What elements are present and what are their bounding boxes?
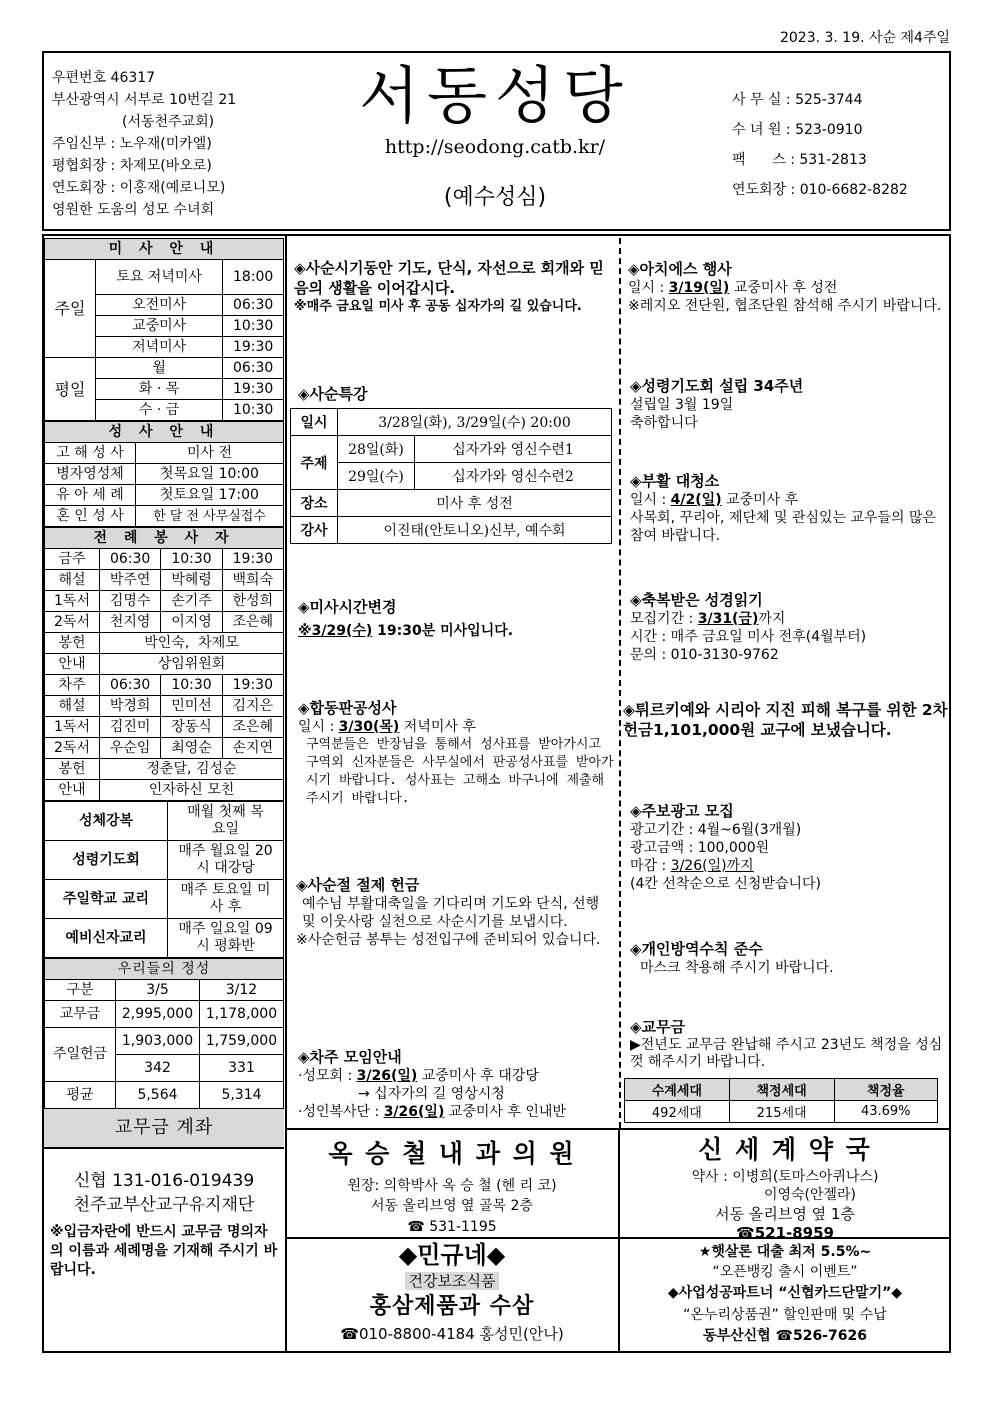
penance-body: 구역분들은 반장님을 통해서 성사표를 받아가시고 구역외 신자분들은 사무실에서 판공성사표를 받아가시기 바랍니다. 성사표는 고해소 바구니에 제출해 주시기 바랍니다. xyxy=(306,737,614,806)
special-title: ◈사순특강 xyxy=(298,385,368,403)
fast-body: 예수님 부활대축일을 기다리며 기도와 단식, 선행 및 이웃사랑 실천으로 사순시기를 보냅시다. xyxy=(302,896,600,930)
special-table: 일시 3/28일(화), 3/29일(수) 20:00 주제 28일(화) 십자가와 영신수련1 29일(수) 십자가와 영신수련2 장소 미사 후 성전 강사 이진태(안토니오)신부, 예수회 xyxy=(290,408,612,544)
ad-line3: 마감 : 3/26(일)까지 xyxy=(630,858,754,874)
anniv-line2: 축하합니다 xyxy=(630,415,698,431)
anniv-title: ◈성령기도회 설립 34주년 xyxy=(630,377,804,395)
clinic-ad: 옥 승 철 내 과 의 원 원장: 의학박사 옥 승 철 (헨 리 코) 서동 올리브영 옆 골목 2층 ☎ 531-1195 xyxy=(328,1139,576,1235)
issue-date: 2023. 3. 19. 사순 제4주일 xyxy=(779,30,950,46)
bible-title: ◈축복받은 성경읽기 xyxy=(630,591,763,609)
account-number: 신협 131-016-019439 xyxy=(73,1171,255,1191)
meetings-table: 성체강복 매월 첫째 목요일 성령기도회 매주 월요일 20시 대강당 주일학교 교리 매주 토요일 미사 후 예비신자교리 매주 일요일 09시 평화반 xyxy=(44,801,284,958)
acies-note: ※레지오 전단원, 협조단원 참석해 주시기 바랍니다. xyxy=(628,298,942,314)
mass-table: 미 사 안 내 주일 토요 저녁미사 18:00 오전미사 06:30 교중미사 10:30 저녁미사 19:30 평일 월 06:30 화 · 목 19:30 수 · 금 10:30 xyxy=(44,238,284,421)
acies-title: ◈아치에스 행사 xyxy=(628,260,732,278)
next-meet-line2: → 십자가의 길 영상시청 xyxy=(358,1086,505,1102)
fast-note: ※사순헌금 봉투는 성전입구에 준비되어 있습니다. xyxy=(296,932,601,948)
ad-title: ◈주보광고 모집 xyxy=(630,802,734,820)
mingune-ad: ◆민규네◆ 건강보조식품 홍삼제품과 수삼 ☎010-8800-4184 홍성민(안나) xyxy=(340,1241,564,1343)
next-meet-line1: ·성모회 : 3/26(일) 교중미사 후 대강당 xyxy=(298,1068,539,1084)
next-meet-title: ◈차주 모임안내 xyxy=(298,1048,402,1066)
bible-line1: 모집기간 : 3/31(금)까지 xyxy=(630,611,786,627)
pharmacy-ad: 신 세 계 약 국 약사 : 이병희(토마스아퀴나스) 이영숙(안젤라) 서동 올리브영 옆 1층 ☎521-8959 xyxy=(691,1135,879,1242)
bible-line2: 시간 : 매주 금요일 미사 전후(4월부터) xyxy=(630,629,867,645)
ad-line2: 광고금액 : 100,000원 xyxy=(630,840,770,856)
offerings-table: 우리들의 정성 구분 3/5 3/12 교무금 2,995,000 1,178,000 주일헌금 1,903,000 1,759,000 342 331 평균 5,564 5,314 xyxy=(44,958,284,1109)
clean-date: 일시 : 4/2(일) 교중미사 후 xyxy=(630,492,799,508)
lent-title: ◈사순시기동안 기도, 단식, 자선으로 회개와 믿음의 생활을 이어갑시다. xyxy=(294,259,604,297)
sacrament-table: 성 사 안 내 고 해 성 사 미사 전 병자영성체 첫목요일 10:00 유 아 세 례 첫토요일 17:00 혼 인 성 사 한 달 전 사무실접수 xyxy=(44,421,284,527)
servers-table: 전 례 봉 사 자 금주 06:30 10:30 19:30 해설 박주연 박혜령 백희숙 1독서 김명수 손기주 한성희 2독서 천지영 이지영 조은혜 봉헌 박인숙, 차제모 안내 상임위원회 차주 06:30 10:30 19:30 해설 박경희 민미선 김지은 1독서 김진미 장동식 조은혜 2독서 우순임 최영순 손지연 봉헌 정춘달, 김성순 안내 인자하신 모친 xyxy=(44,527,284,801)
lent-note: ※매주 금요일 미사 후 공동 십자가의 길 있습니다. xyxy=(294,299,582,314)
dues-title: ◈교무금 xyxy=(630,1018,686,1036)
time-change-title: ◈미사시간변경 xyxy=(298,598,397,616)
dues-body: ▶전년도 교무금 완납해 주시고 23년도 책정을 성심껏 해주시기 바랍니다. xyxy=(630,1037,943,1070)
quake-title: ◈튀르키예와 시리아 지진 피해 복구를 위한 2차 헌금1,101,000원 교구에 보냈습니다. xyxy=(623,701,948,739)
next-meet-line3: ·성인복사단 : 3/26(일) 교중미사 후 인내반 xyxy=(298,1104,566,1120)
clean-title: ◈부활 대청소 xyxy=(630,472,720,490)
parish-info: 우편번호 46317 부산광역시 서부로 10번길 21 (서동천주교회) 주임신부 : 노우재(미카엘) 평협회장 : 차제모(바오로) 연도회장 : 이홍재(예로니모) 영원한 도움의 성모 수녀회 xyxy=(52,70,237,218)
time-change-text: ※3/29(수) 19:30분 미사입니다. xyxy=(298,623,514,639)
bible-line3: 문의 : 010-3130-9762 xyxy=(630,647,779,663)
church-subtitle: (예수성심) xyxy=(443,185,547,210)
church-title: 서동성당 xyxy=(359,59,631,132)
penance-date: 일시 : 3/30(목) 저녁미사 후 xyxy=(298,719,476,735)
ad-line1: 광고기간 : 4월~6월(3개월) xyxy=(630,822,802,838)
account-note: ※입금자란에 반드시 교무금 명의자의 이름과 세례명을 기재해 주시기 바랍니다. xyxy=(50,1224,278,1278)
ad-line4: (4칸 선착순으로 신청받습니다) xyxy=(630,876,822,892)
penance-title: ◈합동판공성사 xyxy=(298,699,397,717)
clean-body: 사목회, 꾸리아, 제단체 및 관심있는 교우들의 많은 참여 바랍니다. xyxy=(630,510,937,544)
church-url[interactable]: http://seodong.catb.kr/ xyxy=(384,136,606,158)
fast-title: ◈사순절 절제 헌금 xyxy=(296,876,420,894)
anniv-line1: 설립일 3월 19일 xyxy=(630,397,734,413)
dues-table: 수계세대 책정세대 책정율 492세대 215세대 43.69% xyxy=(624,1078,938,1123)
credit-union-ad: ★햇살론 대출 최저 5.5%~ “오픈뱅킹 출시 이벤트” ◆사업성공파트너 “신협카드단말기”◆ “온누리상품권” 할인판매 및 수납 동부산신협 ☎526-7626 xyxy=(667,1244,903,1344)
contact-info: 사 무 실 : 525-3744 수 녀 원 : 523-0910 팩 스 : 531-2813 연도회장 : 010-6682-8282 xyxy=(732,92,908,198)
mask-title: ◈개인방역수칙 준수 xyxy=(630,940,763,958)
account-title: 교무금 계좌 xyxy=(44,1109,284,1149)
mask-body: 마스크 착용해 주시기 바랍니다. xyxy=(640,960,834,976)
account-holder: 천주교부산교구유지재단 xyxy=(73,1195,255,1215)
acies-date: 일시 : 3/19(일) 교중미사 후 성전 xyxy=(628,280,838,296)
